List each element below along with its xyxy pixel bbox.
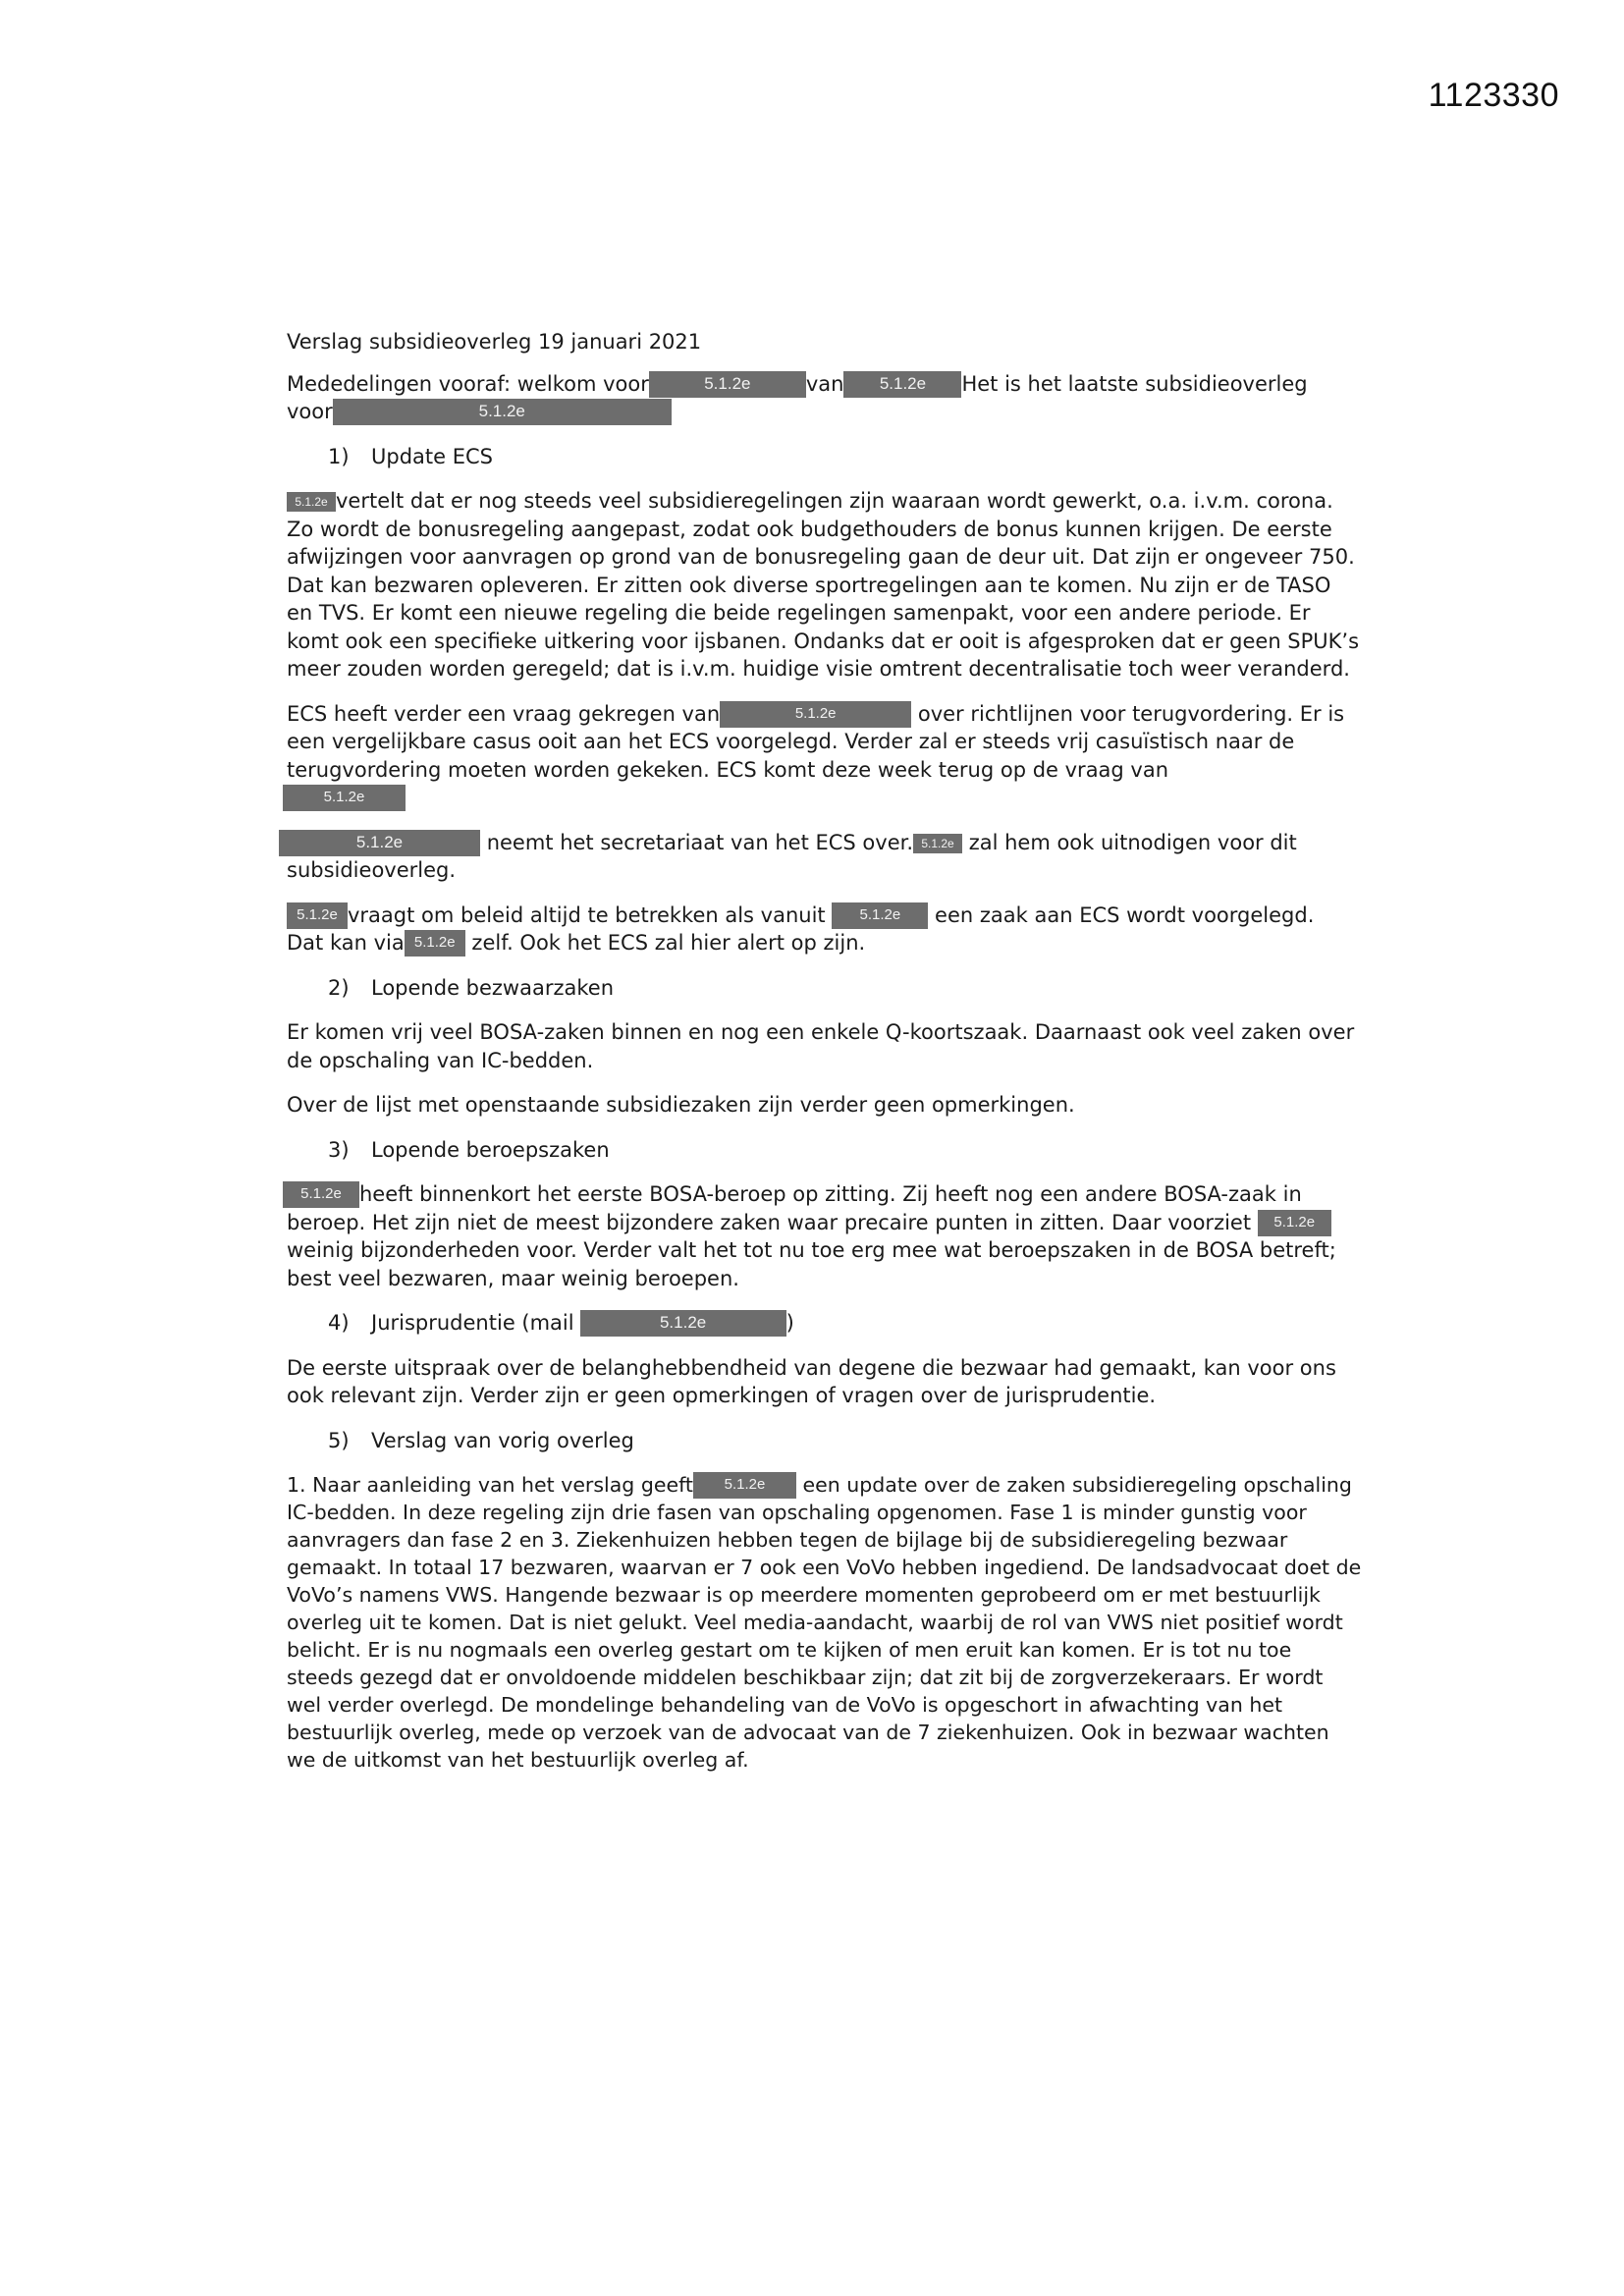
paragraph-text-b: zal hem ook uitnodigen voor dit subsidieoverleg. [287, 830, 1297, 882]
paragraph-appeals [287, 1180, 1362, 1292]
redaction-box: 5.1.2e [333, 399, 672, 425]
section-heading-2 [328, 974, 1362, 1003]
redaction-box: 5.1.2e [649, 371, 806, 398]
paragraph-text-a: neemt het secretariaat van het ECS over. [486, 830, 913, 854]
section-heading-4 [328, 1309, 1362, 1338]
section-title: Update ECS [371, 444, 493, 468]
redaction-box: 5.1.2e [580, 1310, 786, 1337]
section-title: Jurisprudentie (mail [371, 1311, 574, 1335]
intro-text-a: Mededelingen vooraf: welkom voor [287, 371, 649, 396]
section-title-close: ) [785, 1311, 794, 1335]
paragraph-text-c: Dat kan via [287, 931, 405, 955]
redaction-box: 5.1.2e [287, 902, 348, 929]
intro-text-c: Het is het laatste subsidieoverleg [961, 371, 1308, 396]
paragraph-ecs-question [287, 700, 1362, 812]
redaction-box: 5.1.2e [405, 930, 465, 957]
paragraph-text-a: vraagt om beleid altijd te betrekken als vanuit [348, 902, 826, 927]
section-number: 2) [328, 975, 350, 1000]
paragraph-text-b: weinig bijzonderheden voor. Verder valt het tot nu toe erg mee wat beroepszaken in de BOSA betreft; best veel bezwaren, maar weinig beroepen. [287, 1238, 1336, 1290]
intro-text-b: van [805, 371, 844, 396]
section-title: Verslag van vorig overleg [371, 1428, 634, 1452]
intro-paragraph [287, 370, 1362, 426]
document-title: Verslag subsidieoverleg 19 januari 2021 [287, 330, 702, 354]
redaction-box: 5.1.2e [693, 1472, 796, 1499]
redaction-box: 5.1.2e [283, 785, 406, 811]
section-heading-3 [328, 1136, 1362, 1165]
paragraph-secretariat [287, 829, 1362, 885]
intro-text-d: voor [287, 400, 333, 423]
section-heading-1 [328, 443, 1362, 471]
document-body [287, 328, 1362, 1790]
redaction-box: 5.1.2e [283, 1181, 359, 1208]
paragraph-text-a: ECS heeft verder een vraag gekregen van [287, 701, 721, 726]
paragraph-policy [287, 902, 1362, 957]
paragraph-ecs-update [287, 487, 1362, 683]
redaction-box: 5.1.2e [1258, 1210, 1331, 1236]
paragraph-open-cases: Over de lijst met openstaande subsidiezaken zijn verder geen opmerkingen. [287, 1093, 1075, 1117]
section-number: 5) [328, 1428, 350, 1452]
redaction-box: 5.1.2e [287, 492, 336, 512]
section-title: Lopende beroepszaken [371, 1137, 610, 1162]
paragraph-text: vertelt dat er nog steeds veel subsidieregelingen zijn waaraan wordt gewerkt, o.a. i.v.m. corona. Zo wordt de bonusregeling aangepast, zodat ook budgethouders de bonus kunnen krijgen. De eerste afwijzingen voor aanvragen op grond van de bonusregeling gaan de deur uit. Dat zijn er ongeveer 750. Dat kan bezwaren opleveren. Er zitten ook diverse sportregelingen aan te komen. Nu zijn er de TASO en TVS. Er komt een nieuwe regeling die beide regelingen samenpakt, voor een andere periode. Er komt ook een specifieke uitkering voor ijsbanen. Ondanks dat er ooit is afgesproken dat er geen SPUK’s meer zouden worden geregeld; dat is i.v.m. huidige visie omtrent decentralisatie toch weer veranderd. [287, 489, 1360, 681]
section-number: 1) [328, 444, 350, 468]
redaction-box: 5.1.2e [279, 830, 480, 856]
paragraph-objections: Er komen vrij veel BOSA-zaken binnen en nog een enkele Q-koortszaak. Daarnaast ook veel zaken over de opschaling van IC-bedden. [287, 1020, 1355, 1072]
redaction-box: 5.1.2e [720, 701, 911, 728]
paragraph-text-d: zelf. Ook het ECS zal hier alert op zijn. [471, 931, 866, 955]
section-title: Lopende bezwaarzaken [371, 975, 615, 1000]
paragraph-text-a: 1. Naar aanleiding van het verslag geeft [287, 1473, 693, 1497]
section-number: 3) [328, 1137, 350, 1162]
paragraph-previous-minutes [287, 1471, 1362, 1774]
section-number: 4) [328, 1311, 350, 1335]
redaction-box: 5.1.2e [843, 371, 961, 398]
redaction-box: 5.1.2e [913, 834, 962, 853]
paragraph-text-a: heeft binnenkort het eerste BOSA-beroep op zitting. Zij heeft nog een andere BOSA-zaak in beroep. Het zijn niet de meest bijzondere zaken waar precaire punten in zitten. Daar voorziet [287, 1182, 1302, 1234]
section-heading-5 [328, 1427, 1362, 1455]
paragraph-jurisprudence: De eerste uitspraak over de belanghebbendheid van degene die bezwaar had gemaakt, kan voor ons ook relevant zijn. Verder zijn er geen opmerkingen of vragen over de jurisprudentie. [287, 1355, 1336, 1407]
paragraph-text-b: een zaak aan ECS wordt voorgelegd. [935, 902, 1315, 927]
document-id: 1123330 [1428, 77, 1559, 114]
redaction-box: 5.1.2e [832, 902, 928, 929]
paragraph-text-b: over richtlijnen voor terugvordering. Er is een vergelijkbare casus ooit aan het ECS voorgelegd. Verder zal er steeds vrij casuïstisch naar de terugvordering moeten worden gekeken. ECS komt deze week terug op de vraag van [287, 701, 1345, 782]
paragraph-text-b: een update over de zaken subsidieregeling opschaling IC-bedden. In deze regeling zijn drie fasen van opschaling opgenomen. Fase 1 is minder gunstig voor aanvragers dan fase 2 en 3. Ziekenhuizen hebben tegen de bijlage bij de subsidieregeling bezwaar gemaakt. In totaal 17 bezwaren, waarvan er 7 ook een VoVo hebben ingediend. De landsadvocaat doet de VoVo’s namens VWS. Hangende bezwaar is op meerdere momenten geprobeerd om er met bestuurlijk overleg uit te komen. Dat is niet gelukt. Veel media-aandacht, waarbij de rol van VWS niet positief wordt belicht. Er is nu nogmaals een overleg gestart om te kijken of men eruit kan komen. Er is tot nu toe steeds gezegd dat er onvoldoende middelen beschikbaar zijn; dat zit bij de zorgverzekeraars. Er wordt wel verder overlegd. De mondelinge behandeling van de VoVo is opgeschort in afwachting van het bestuurlijk overleg, mede op verzoek van de advocaat van de 7 ziekenhuizen. Ook in bezwaar wachten we de uitkomst van het bestuurlijk overleg af. [287, 1473, 1362, 1772]
